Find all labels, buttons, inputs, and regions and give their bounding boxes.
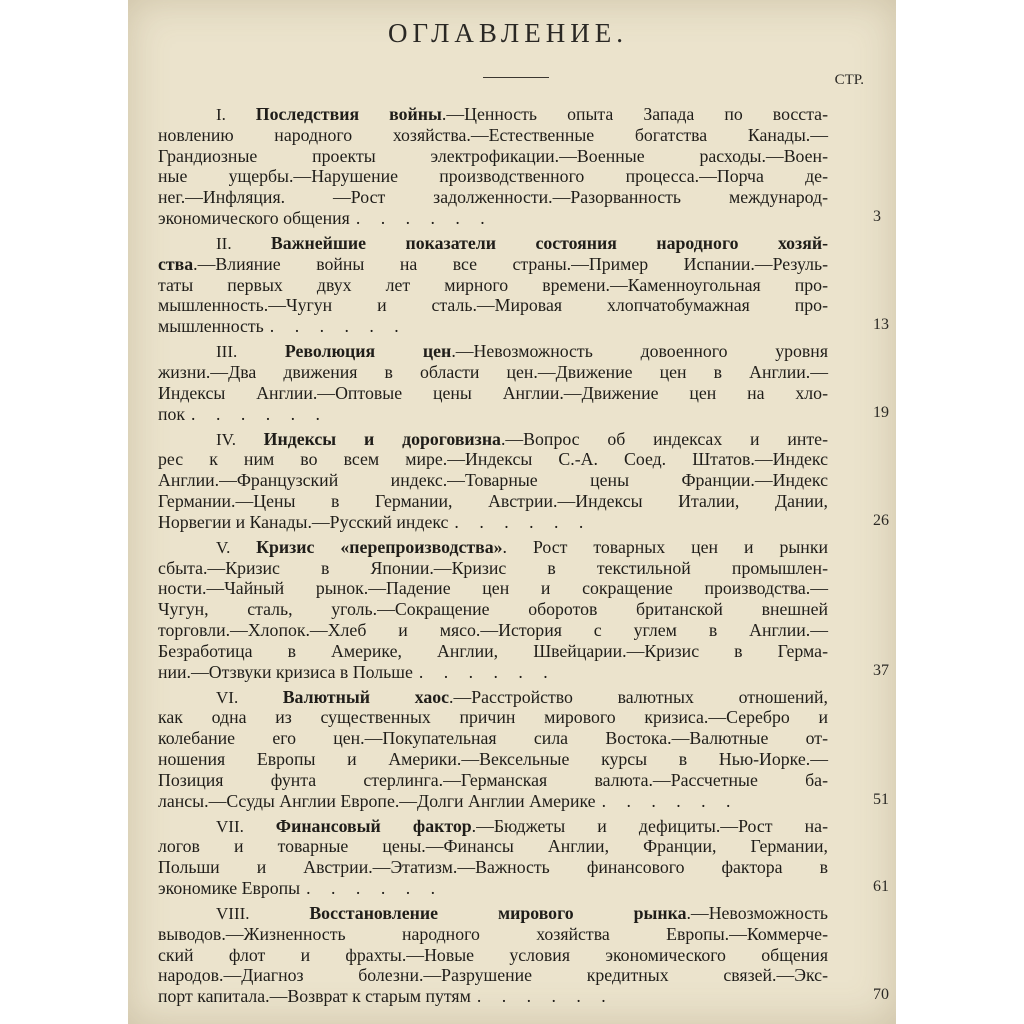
- entry-text-line: народов.—Диагноз болезни.—Разрушение кредитных связей.—Экс-: [158, 965, 828, 986]
- entry-text-line: Грандиозные проекты электрофикации.—Военные расходы.—Воен-: [158, 145, 828, 166]
- entry-text-line: логов и товарные цены.—Финансы Англии, Франции, Германии,: [158, 836, 828, 857]
- toc-entry: VII. Финансовый фактор.—Бюджеты и дефициты.—Рост на- логов и товарные цены.—Финансы Англии, Франции, Германии, Польши и Австрии.—Этатизм.—Важность финансового фактора в экономике Европы . . . . . . 61: [158, 815, 889, 898]
- entry-numeral: V.: [216, 537, 257, 557]
- entry-numeral: VI.: [216, 687, 283, 707]
- entry-heading: Индексы и дороговизна: [263, 428, 501, 449]
- toc-entry: IV. Индексы и дороговизна.—Вопрос об индексах и инте- рес к ним во всем мире.—Индексы С.-А. Соед. Штатов.—Индекс Англии.—Французский индекс.—Товарные цены Франции.—Индекс Германии.—Цены в Германии, Австрии.—Индексы Италии, Дании, Норвегии и Канады.—Русский индекс . . . . . . 26: [158, 428, 889, 532]
- title-rule: [483, 77, 549, 78]
- entry-text-line: мышленность . . . . . .: [158, 316, 407, 337]
- entry-text-line: ные ущербы.—Нарушение производственного процесса.—Порча де-: [158, 166, 828, 187]
- entry-text-line: Безработица в Америке, Англии, Швейцарии.—Кризис в Герма-: [158, 640, 828, 661]
- entry-text-line: рес к ним во всем мире.—Индексы С.-А. Соед. Штатов.—Индекс: [158, 449, 828, 470]
- entry-text-line: сбыта.—Кризис в Японии.—Кризис в текстильной промышлен-: [158, 557, 828, 578]
- toc-entry: I. Последствия войны.—Ценность опыта Запада по восста- новлению народного хозяйства.—Естественные богатства Канады.— Грандиозные проекты электрофикации.—Военные расходы.—Воен- ные ущербы.—Нарушение производственного процесса.—Порча де- нег.—Инфляция. —Рост задолженности.—Разорванность международ- экономического общения . . . . . . 3: [158, 104, 881, 228]
- entry-heading: Революция цен: [284, 341, 452, 362]
- entry-heading: Важнейшие показатели состояния народного хозяй-: [270, 233, 828, 253]
- page-title: ОГЛАВЛЕНИЕ.: [388, 18, 628, 48]
- entry-text: .—Расстройство валютных отношений,: [449, 686, 828, 707]
- entry-numeral: I.: [216, 105, 256, 124]
- entry-text-line: нии.—Отзвуки кризиса в Польше . . . . . .: [158, 661, 556, 682]
- entry-heading: Финансовый фактор: [275, 815, 472, 836]
- leader-dots: . . . . . .: [454, 511, 592, 532]
- leader-dots: . . . . . .: [476, 986, 614, 1007]
- entry-text-line: ношения Европы и Америки.—Вексельные курсы в Нью-Иорке.—: [158, 748, 828, 769]
- entry-text-line: Индексы Англии.—Оптовые цены Англии.—Движение цен на хло-: [158, 382, 828, 403]
- entry-text-line: экономического общения . . . . . .: [158, 207, 493, 228]
- entry-text: .—Влияние войны на все страны.—Пример Испании.—Резуль-: [193, 253, 828, 274]
- toc-entry: VI. Валютный хаос.—Расстройство валютных отношений, как одна из существенных причин мирового кризиса.—Серебро и колебание его цен.—Покупательная сила Востока.—Валютные от- ношения Европы и Америки.—Вексельные курсы в Нью-Иорке.— Позиция фунта стерлинга.—Германская валюта.—Рассчетные ба- лансы.—Ссуды Англии Европе.—Долги Англии Америке . . . . . . 51: [158, 686, 889, 811]
- entry-text-line: Норвегии и Канады.—Русский индекс . . . . . .: [158, 511, 592, 532]
- entry-text-line: пок . . . . . .: [158, 403, 328, 424]
- leader-dots: . . . . . .: [355, 207, 493, 228]
- entry-text-line: Чугун, сталь, уголь.—Сокращение оборотов британской внешней: [158, 599, 828, 620]
- entry-text-line: жизни.—Два движения в области цен.—Движение цен в Англии.—: [158, 361, 828, 382]
- entry-text-line: Польши и Австрии.—Этатизм.—Важность финансового фактора в: [158, 857, 828, 878]
- entry-text-line: Англии.—Французский индекс.—Товарные цены Франции.—Индекс: [158, 470, 828, 491]
- entry-text: .—Невозможность: [686, 903, 828, 923]
- entry-heading: Кризис «перепроизводства»: [256, 536, 503, 557]
- entry-text-line: мышленность.—Чугун и сталь.—Мировая хлопчатобумажная про-: [158, 295, 828, 316]
- toc-entry: V. Кризис «перепроизводства». Рост товарных цен и рынки сбыта.—Кризис в Японии.—Кризис в текстильной промышлен- ности.—Чайный рынок.—Падение цен и сокращение производства.— Чугун, сталь, уголь.—Сокращение оборотов британской внешней торговли.—Хлопок.—Хлеб и мясо.—История с углем в Англии.— Безработица в Америке, Англии, Швейцарии.—Кризис в Герма- нии.—Отзвуки кризиса в Польше . . . . . . 37: [158, 536, 889, 682]
- entry-numeral: III.: [216, 342, 285, 362]
- entry-numeral: IV.: [216, 429, 264, 449]
- entry-text-line: Германии.—Цены в Германии, Австрии.—Индексы Италии, Дании,: [158, 490, 828, 511]
- entry-text-line: порт капитала.—Возврат к старым путям . . . . . .: [158, 986, 614, 1007]
- entry-heading: Восстановление мирового рынка: [309, 903, 687, 923]
- entry-text: .—Вопрос об индексах и инте-: [500, 428, 828, 449]
- toc-entry: VIII. Восстановление мирового рынка.—Невозможность выводов.—Жизненность народного хозяйства Европы.—Коммерче- ский флот и фрахты.—Новые условия экономического общения народов.—Диагноз болезни.—Разрушение кредитных связей.—Экс- порт капитала.—Возврат к старым путям . . . . . . 70: [158, 903, 889, 1007]
- entry-text-line: торговли.—Хлопок.—Хлеб и мясо.—История с углем в Англии.—: [158, 619, 828, 640]
- toc-entry: III. Революция цен.—Невозможность довоенного уровня жизни.—Два движения в области цен.—Движение цен в Англии.— Индексы Англии.—Оптовые цены Англии.—Движение цен на хло- пок . . . . . . 19: [158, 341, 889, 424]
- entry-text: .—Ценность опыта Запада по восста-: [441, 104, 828, 124]
- entry-text-line: Позиция фунта стерлинга.—Германская валюта.—Рассчетные ба-: [158, 769, 828, 790]
- entry-text: .—Невозможность довоенного уровня: [451, 341, 828, 362]
- entry-text-line: ности.—Чайный рынок.—Падение цен и сокращение производства.—: [158, 578, 828, 599]
- entry-heading: Валютный хаос: [282, 686, 450, 707]
- leader-dots: . . . . . .: [306, 877, 444, 898]
- leader-dots: . . . . . .: [191, 403, 328, 424]
- entry-text-line: ский флот и фрахты.—Новые условия экономического общения: [158, 944, 828, 965]
- entry-text: .—Бюджеты и дефициты.—Рост на-: [471, 815, 828, 836]
- entry-text-line: выводов.—Жизненность народного хозяйства Европы.—Коммерче-: [158, 923, 828, 944]
- entry-text-line: нег.—Инфляция. —Рост задолженности.—Разорванность международ-: [158, 187, 828, 208]
- entry-text-line: колебание его цен.—Покупательная сила Востока.—Валютные от-: [158, 728, 828, 749]
- entry-numeral: VII.: [216, 816, 276, 836]
- entry-numeral: II.: [216, 234, 271, 253]
- leader-dots: . . . . . .: [269, 316, 407, 337]
- entry-text-line: как одна из существенных причин мирового кризиса.—Серебро и: [158, 707, 828, 728]
- entry-text: . Рост товарных цен и рынки: [502, 536, 828, 557]
- entry-heading: Последствия войны: [255, 104, 442, 124]
- leader-dots: . . . . . .: [418, 661, 556, 682]
- book-page: [128, 0, 896, 1024]
- entry-heading-continuation: ства: [158, 253, 194, 274]
- entry-numeral: VIII.: [216, 904, 310, 923]
- toc-entry: II. Важнейшие показатели состояния народного хозяй- ства.—Влияние войны на все страны.—Пример Испании.—Резуль- таты первых двух лет мирного времени.—Каменноугольная про- мышленность.—Чугун и сталь.—Мировая хлопчатобумажная про- мышленность . . . . . . 13: [158, 233, 889, 337]
- entry-text-line: лансы.—Ссуды Англии Европе.—Долги Англии Америке . . . . . .: [158, 790, 739, 811]
- entry-text-line: таты первых двух лет мирного времени.—Каменноугольная про-: [158, 274, 828, 295]
- entry-text-line: экономике Европы . . . . . .: [158, 877, 444, 898]
- entry-text-line: новлению народного хозяйства.—Естественные богатства Канады.—: [158, 124, 828, 145]
- leader-dots: . . . . . .: [601, 790, 739, 811]
- page-column-label: СТР.: [834, 72, 864, 88]
